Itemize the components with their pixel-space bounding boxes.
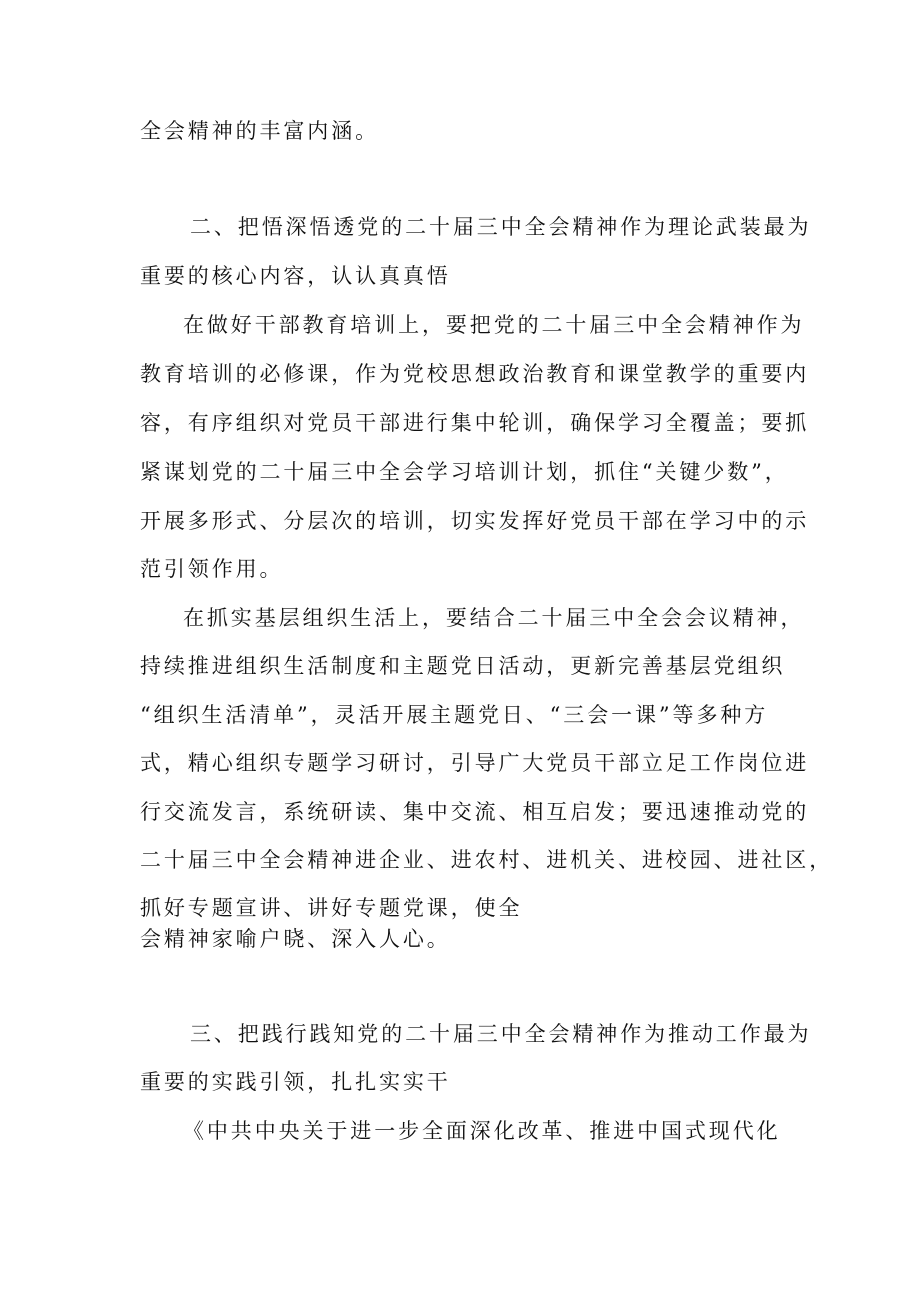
section3-para1-line-1: 《中共中央关于进一步全面深化改革、推进中国式现代化 <box>183 1119 781 1143</box>
section3-heading-line-1: 三、把践行践知党的二十届三中全会精神作为推动工作最为 <box>190 1022 812 1046</box>
section2-para2-line-4: 式，精心组织专题学习研讨，引导广大党员干部立足工作岗位进 <box>140 751 810 775</box>
section2-para2-line-8: 会精神家喻户晓、深入人心。 <box>140 927 451 951</box>
section3-heading-line-2: 重要的实践引领，扎扎实实干 <box>140 1070 451 1094</box>
section2-para1-line-2: 教育培训的必修课，作为党校思想政治教育和课堂教学的重要内 <box>140 362 810 386</box>
section2-para2-line-3: “组织生活清单”，灵活开展主题党日、“三会一课”等多种方 <box>140 703 769 727</box>
section2-para2-line-6: 二十届三中全会精神进企业、进农村、进机关、进校园、进社区， <box>140 848 834 872</box>
section2-para2-line-5: 行交流发言，系统研读、集中交流、相互启发；要迅速推动党的 <box>140 800 810 824</box>
intro-tail-line: 全会精神的丰富内涵。 <box>140 119 379 143</box>
section2-heading-line-2: 重要的核心内容，认认真真悟 <box>140 264 451 288</box>
section2-para1-line-5: 开展多形式、分层次的培训，切实发挥好党员干部在学习中的示 <box>140 509 810 533</box>
section2-para1-line-3: 容，有序组织对党员干部进行集中轮训，确保学习全覆盖；要抓 <box>140 411 810 435</box>
section2-heading-line-1: 二、把悟深悟透党的二十届三中全会精神作为理论武装最为 <box>190 215 812 239</box>
section2-para2-line-7: 抓好专题宣讲、讲好专题党课，使全 <box>140 896 523 920</box>
section2-para2-line-2: 持续推进组织生活制度和主题党日活动，更新完善基层党组织 <box>140 654 786 678</box>
section2-para1-line-6: 范引领作用。 <box>140 557 284 581</box>
section2-para1-line-1: 在做好干部教育培训上，要把党的二十届三中全会精神作为 <box>183 313 805 337</box>
section2-para1-line-4: 紧谋划党的二十届三中全会学习培训计划，抓住“关键少数”， <box>140 460 789 484</box>
section2-para2-line-1: 在抓实基层组织生活上，要结合二十届三中全会会议精神， <box>183 606 805 630</box>
